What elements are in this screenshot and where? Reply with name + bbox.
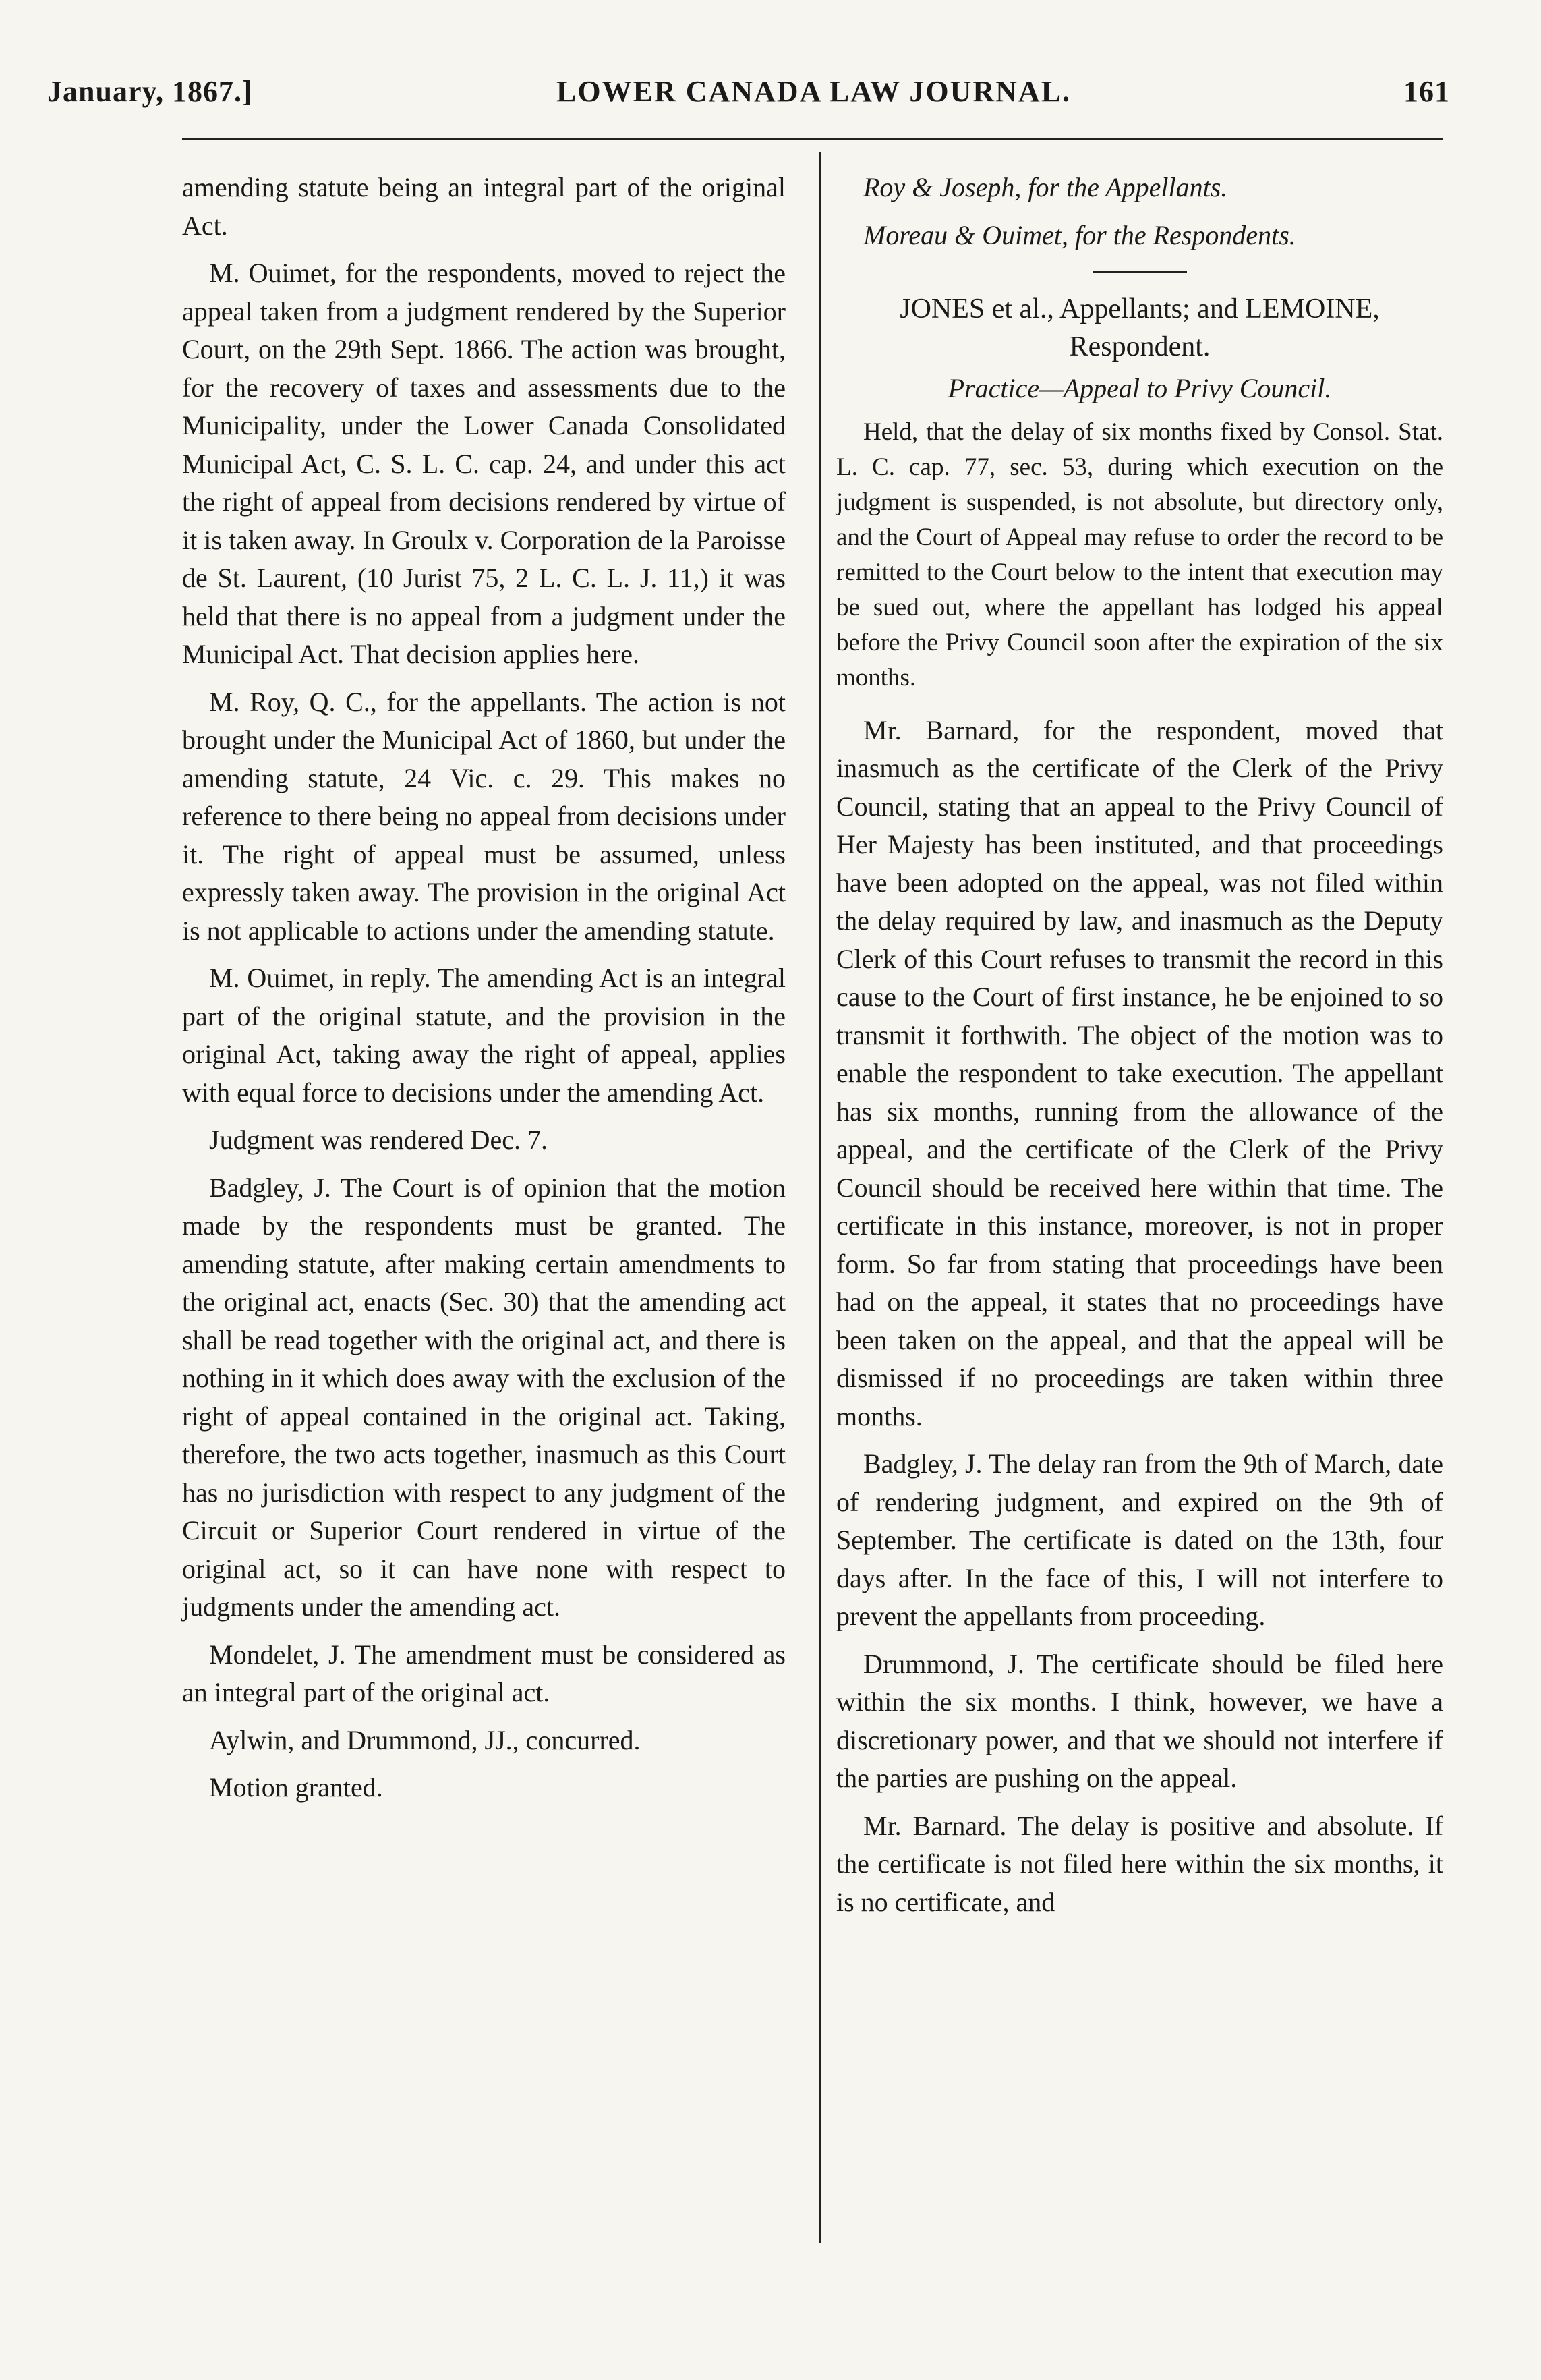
section-rule: [1093, 271, 1187, 273]
paragraph: Motion granted.: [209, 1772, 383, 1803]
paragraph: Badgley, J. The Court is of opinion that the motion made by the respondents must be granted. The amending statute, after making certain amendments to the original act, enacts (Sec. 30) that the amending act shall be read together with the original act, and there is nothing in it which does away with the exclusion of the right of appeal contained in the original act. Taking, therefore, the two acts together, inasmuch as this Court has no jurisdiction with respect to any judgment of the Circuit or Superior Court rendered in virtue of the original act, so it can have none with respect to judgments under the amending act.: [182, 1172, 786, 1622]
right-column: [836, 169, 1443, 1931]
left-column: [182, 169, 786, 1817]
paragraph: amending statute being an integral part of the original Act.: [182, 172, 786, 241]
headnote: Held, that the delay of six months fixed by Consol. Stat. L. C. cap. 77, sec. 53, during which execution on the judgment is suspended, is not absolute, but directory only, and the Court of Appeal may refuse to order the record to be remitted to the Court below to the intent that execution may be sued out, where the appellant has lodged his appeal before the Privy Council soon after the expiration of the six months.: [836, 418, 1443, 691]
paragraph: Mr. Barnard, for the respondent, moved that inasmuch as the certificate of the Clerk of the Privy Council, stating that an appeal to the Privy Council of Her Majesty has been instituted, and that proceedings have been adopted on the appeal, was not filed within the delay required by law, and inasmuch as the Deputy Clerk of this Court refuses to transmit the record in this cause to the Court of first instance, he be enjoined to so transmit it forthwith. The object of the motion was to enable the respondent to take execution. The appellant has six months, running from the allowance of the appeal, and the certificate of the Clerk of the Privy Council should be received here within that time. The certificate in this instance, moreover, is not in proper form. So far from stating that proceedings have been had on the appeal, it states that no proceedings have been taken on the appeal, and that the appeal will be dismissed if no proceedings are taken within three months.: [836, 714, 1443, 1432]
column-divider: [819, 152, 821, 2243]
case-title: JONES et al., Appellants; and LEMOINE, Respondent.: [900, 293, 1380, 362]
paragraph: Mr. Barnard. The delay is positive and absolute. If the certificate is not filed here within the six months, it is no certificate, and: [836, 1810, 1443, 1917]
page-header: [47, 61, 1463, 121]
page-number: 161: [1403, 75, 1450, 108]
counsel-respondents: Moreau & Ouimet, for the Respondents.: [863, 219, 1296, 250]
paragraph: Drummond, J. The certificate should be filed here within the six months. I think, however, we have a discretionary power, and that we should not interfere if the parties are pushing on the appeal.: [836, 1648, 1443, 1793]
header-rule: [182, 138, 1443, 140]
issue-date: January, 1867.]: [47, 75, 253, 108]
journal-title: LOWER CANADA LAW JOURNAL.: [556, 75, 1072, 108]
paragraph: Aylwin, and Drummond, JJ., concurred.: [209, 1724, 641, 1755]
paragraph: Mondelet, J. The amendment must be considered as an integral part of the original act.: [182, 1639, 786, 1707]
paragraph: M. Roy, Q. C., for the appellants. The action is not brought under the Municipal Act of 1860, but under the amending statute, 24 Vic. c. 29. This makes no reference to there being no appeal from decisions under it. The right of appeal must be assumed, unless expressly taken away. The provision in the original Act is not applicable to actions under the amending statute.: [182, 686, 786, 946]
paragraph: Judgment was rendered Dec. 7.: [209, 1125, 548, 1155]
paragraph: Badgley, J. The delay ran from the 9th of March, date of rendering judgment, and expired on the 9th of September. The certificate is dated on the 13th, four days after. In the face of this, I will not interfere to prevent the appellants from proceeding.: [836, 1448, 1443, 1631]
paragraph: M. Ouimet, in reply. The amending Act is an integral part of the original statute, and the provision in the original Act, taking away the right of appeal, applies with equal force to decisions under the amending Act.: [182, 963, 786, 1108]
paragraph: M. Ouimet, for the respondents, moved to reject the appeal taken from a judgment rendered by the Superior Court, on the 29th Sept. 1866. The action was brought, for the recovery of taxes and assessments due to the Municipality, under the Lower Canada Consolidated Municipal Act, C. S. L. C. cap. 24, and under this act the right of appeal from decisions rendered by virtue of it is taken away. In Groulx v. Corporation de la Paroisse de St. Laurent, (10 Jurist 75, 2 L. C. L. J. 11,) it was held that there is no appeal from a judgment under the Municipal Act. That decision applies here.: [182, 258, 786, 669]
case-subject: Practice—Appeal to Privy Council.: [948, 373, 1332, 403]
counsel-appellants: Roy & Joseph, for the Appellants.: [863, 172, 1228, 202]
